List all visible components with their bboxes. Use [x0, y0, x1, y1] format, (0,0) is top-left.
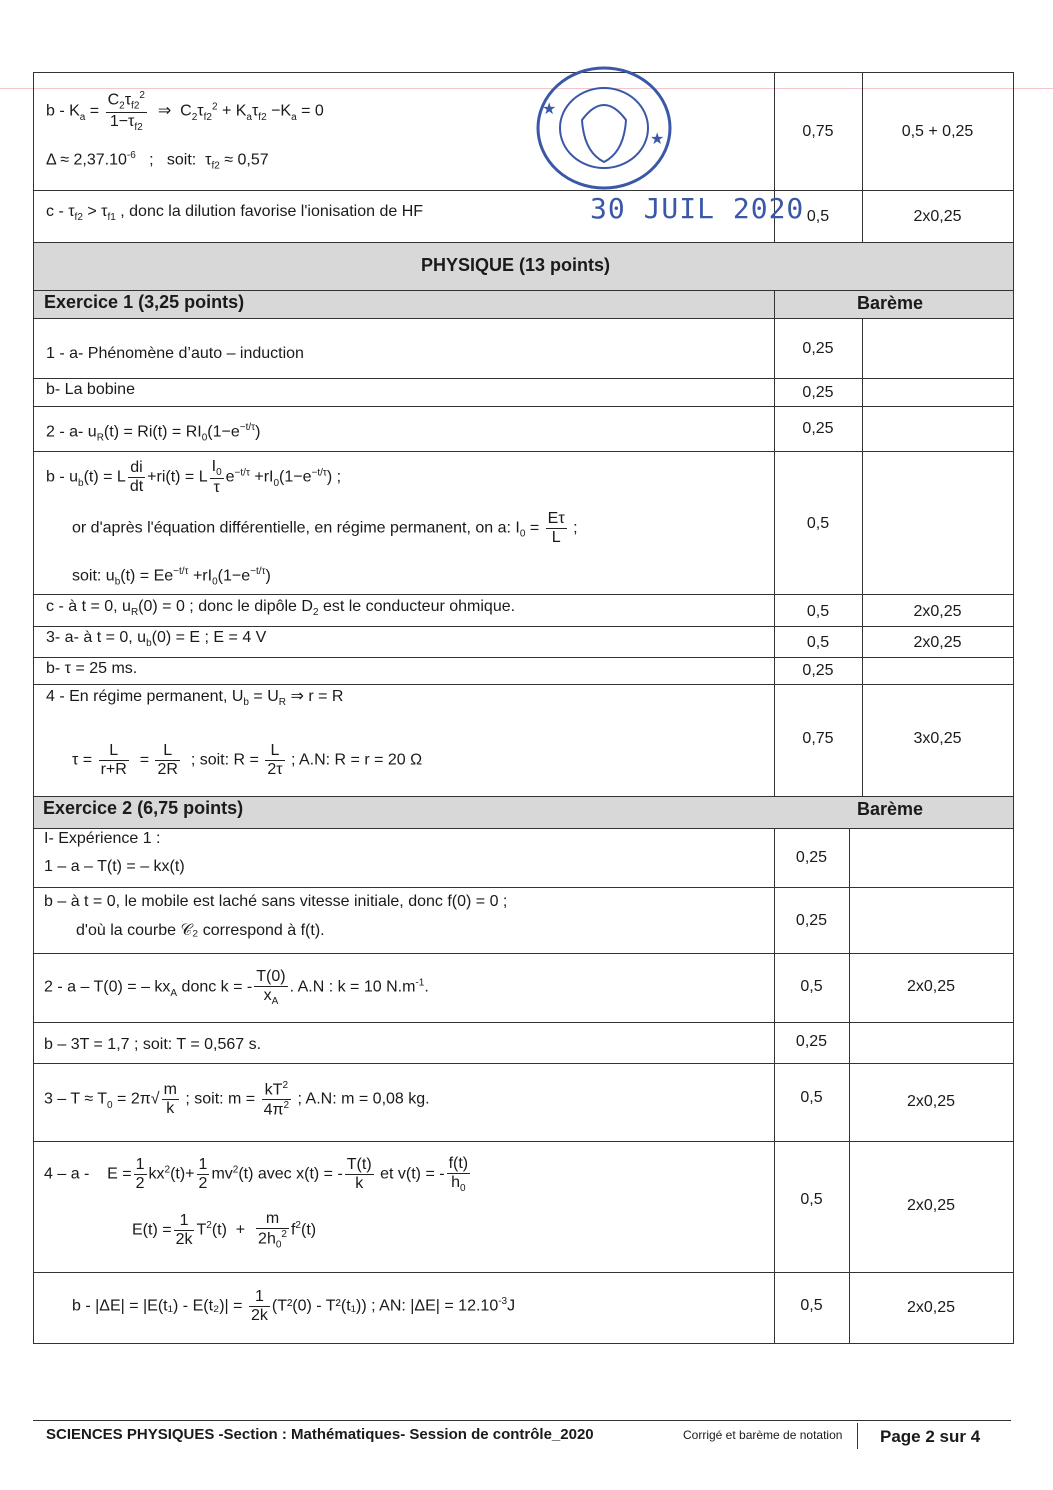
row-c-sentence: , donc la dilution favorise l'ionisation de HF	[120, 203, 424, 220]
ex2-title: Exercice 2 (6,75 points)	[43, 798, 244, 818]
ex2-row2-line1: b – à t = 0, le mobile est laché sans vitesse initiale, donc f(0) = 0 ;	[44, 893, 508, 910]
ex1-row5-points: 0,5	[806, 603, 830, 620]
ex2-row7-text: b - |ΔE| = |E(t₁) - E(t₂)| = $\frac{1}{2k}$ (T²(0) - T²(t₁)) ; AN: $|\Delta E| = 12.10^{-3}J$	[72, 1288, 516, 1324]
delta-exponent: -6	[126, 150, 136, 161]
official-stamp-icon	[532, 60, 682, 200]
ex2-row5-prefix: 3 – T ≈ T	[44, 1090, 108, 1108]
footer-left: SCIENCES PHYSIQUES -Section : Mathématiques- Session de contrôle_2020	[46, 1426, 594, 1443]
ex1-row6-suffix: (0) = E ; E = 4 V	[151, 629, 267, 646]
ex1-row4-points: 0,5	[806, 515, 830, 532]
ex2-row0-text: I- Expérience 1 :	[44, 830, 161, 847]
ex1-row3-prefix: 2 - a- u	[46, 423, 97, 441]
ex2-row5-text: $3 - T \approx T_0 = 2\pi√$ $\frac{m}{k}$ ; soit: m = $\frac{kT^2}{4\pi^2}$ ; A.N: m = 0,08 kg.	[44, 1080, 430, 1119]
ex2-row5-an: ; A.N: m = 0,08 kg.	[297, 1090, 430, 1108]
page-footer	[33, 1420, 1011, 1457]
ex2-row3-text: 2 - a – T(0) = – $kx_A$ donc k = - $\frac{T(0)}{x_A}$ . A.N : k = 10 $N.m^{-1}$.	[44, 968, 429, 1007]
tau-value: ≈ 0,57	[224, 151, 269, 169]
ex2-row1-points: 0,25	[795, 849, 828, 866]
ex2-row6-prefix: 4 – a -	[44, 1165, 90, 1183]
ex2-row1-text: 1 – a – T(t) = – kx(t)	[44, 858, 185, 875]
ex2-row7-points: 0,5	[800, 1297, 823, 1314]
ex1-row4-prefix: b - u	[46, 468, 79, 486]
ex2-row6-avec: avec x(t) = -	[257, 1165, 343, 1183]
row-b-formula: b - $K_a$ = $\frac{C_2\tau_{f2}^2}{1-\tau_{f2}}$ ⇒ $C_2\tau_{f2}^2 + K_a\tau_{f2} -K_a = 0$	[46, 90, 324, 133]
ex1-row8-an: ; A.N: R = r = 20 Ω	[290, 751, 423, 769]
ex2-row3-an: . A.N : k = 10 N.m	[289, 978, 416, 996]
ex2-row6-bareme: 2x0,25	[906, 1197, 956, 1214]
delta-value: Δ ≈ 2,37.10	[46, 151, 127, 169]
soit-label: soit:	[166, 151, 197, 169]
ex1-row7-text: b- τ = 25 ms.	[46, 660, 138, 677]
ex1-row4-soit: soit: u	[72, 567, 115, 585]
ex2-row6-line1: 4 – a - E = $\frac{1}{2}$ $kx^2(t)+$ $\frac{1}{2}$ $mv^2(t)$ avec x(t) = - $\frac{T(t)}{k}$ et v(t) = - $\frac{f(t)}{h_0}$	[44, 1155, 469, 1194]
ex2-row7-bareme: 2x0,25	[906, 1299, 956, 1316]
ex1-title: Exercice 1 (3,25 points)	[44, 292, 245, 312]
ex1-row4-line1: $b - u_b(t) = L$ $\frac{di}{dt}$ +ri(t) = L $\frac{I_0}{\tau}$ $e^{-t/\tau} +rI_0(1-e^{-t/\tau})$ ;	[46, 458, 342, 497]
ex2-bareme-header: Barème	[857, 799, 924, 819]
row-b-result: $\Delta \approx 2,37.10^{-6}$ ; soit: $\tau_{f2} \approx 0,57$	[46, 150, 269, 172]
ex2-row5-bareme: 2x0,25	[906, 1093, 956, 1110]
ex1-row2-text: b- La bobine	[46, 381, 135, 398]
svg-text:★: ★	[650, 131, 665, 148]
row-c-text: $c - \tau_{f2} > \tau_{f1}$ , donc la dilution favorise l'ionisation de HF	[46, 203, 424, 224]
row-c-prefix: c -	[46, 203, 64, 220]
ex2-row6-points: 0,5	[800, 1191, 823, 1208]
ex1-row4-line2: or d'après l'équation différentielle, en régime permanent, on a: $I_0$ = $\frac{E\tau}{L}$ ;	[72, 510, 578, 546]
ex1-row5-bareme: 2x0,25	[913, 603, 962, 620]
ex1-row3-text: 2 - a- $u_R(t) = Ri(t) = RI_0(1-e^{-t/\tau})$	[46, 422, 261, 444]
footer-middle: Corrigé et barème de notation	[683, 1428, 843, 1442]
ka-fraction: $\frac{C_2\tau_{f2}^2}{1-\tau_{f2}}$	[107, 90, 145, 133]
stamp-date: 30 JUIL 2020	[590, 192, 805, 225]
ex1-row1-text: 1 - a- Phénomène d’auto – induction	[46, 345, 304, 362]
ex1-row3-points: 0,25	[802, 420, 834, 437]
ex1-row8-points: 0,75	[802, 730, 834, 747]
ex1-row8-bareme: 3x0,25	[913, 730, 962, 747]
physique-title: PHYSIQUE (13 points)	[421, 255, 611, 275]
ex2-row4-text: b – 3T = 1,7 ; soit: T = 0,567 s.	[44, 1036, 262, 1053]
ex1-row6-text: 3- a- à t = 0, $u_b(0) = E$ ; E = 4 V	[46, 629, 267, 650]
ex1-row1-points: 0,25	[802, 340, 834, 357]
ex1-row7-points: 0,25	[802, 662, 834, 679]
ex2-row5-points: 0,5	[800, 1089, 823, 1106]
ex1-row5-end: est le conducteur ohmique.	[318, 598, 516, 615]
ex1-row4-line3: soit: $u_b(t) = Ee^{-t/\tau} +rI_0(1-e^{-t/\tau})$	[72, 566, 271, 588]
row-b-bareme: 0,5 + 0,25	[901, 123, 974, 140]
row-c-bareme: 2x0,25	[913, 208, 962, 225]
ex1-row6-points: 0,5	[806, 634, 830, 651]
ex2-row6-et: et v(t) = -	[380, 1165, 445, 1183]
ex2-row5-mid: = 2π	[112, 1090, 151, 1108]
ex1-row8-line2: τ = $\frac{L}{r+R}$ = $\frac{L}{2R}$ ; soit: R = $\frac{L}{2\tau}$ ; A.N: R = r = 20 Ω	[72, 742, 423, 778]
ex2-row3-prefix: 2 - a – T(0) = – kx	[44, 978, 171, 996]
svg-text:★: ★	[542, 101, 557, 118]
ex1-row5-mid: (0) = 0 ; donc le dipôle D	[138, 598, 313, 615]
ex1-row8-rr: ⇒ r = R	[286, 688, 344, 705]
ex2-row3-points: 0,5	[800, 978, 823, 995]
ex2-row7-prefix: b - |ΔE| = |E(t₁) - E(t₂)| =	[72, 1297, 243, 1315]
ex2-row6-line2: E(t) = $\frac{1}{2k}$ $T^2(t)$ + $\frac{m}{2h_0^2}$ $f^2(t)$	[132, 1210, 317, 1251]
ex1-row8-ur: = U	[248, 688, 279, 705]
ex1-row5-text: c - à t = 0, $u_R(0) = 0$ ; donc le dipôle $D_2$ est le conducteur ohmique.	[46, 598, 516, 619]
ex2-row4-points: 0,25	[795, 1033, 828, 1050]
ex2-row7-tail: (T²(0) - T²(t₁)) ; AN: |ΔE| = 12.10	[271, 1297, 499, 1315]
ex1-row4-regime: or d'après l'équation différentielle, en régime permanent, on a: I	[72, 519, 520, 537]
ex1-row6-prefix: 3- a- à t = 0, u	[46, 629, 147, 646]
top-pink-line	[0, 88, 1053, 89]
ex2-row2-line2: d'où la courbe 𝒞₂ correspond à f(t).	[76, 922, 325, 939]
ex2-row3-bareme: 2x0,25	[906, 978, 956, 995]
ex1-row2-points: 0,25	[802, 384, 834, 401]
row-b-label: b - K	[46, 102, 80, 120]
ex2-row6-e: E =	[107, 1165, 132, 1183]
ex1-row8-soit: ; soit: R =	[190, 751, 259, 769]
ex1-row5-prefix: c - à t = 0, u	[46, 598, 131, 615]
ex2-row3-mid: donc k = -	[177, 978, 253, 996]
ex2-row6-et-label: E(t) =	[132, 1221, 172, 1239]
footer-page-number: Page 2 sur 4	[880, 1427, 981, 1446]
ex1-row8-prefix: 4 - En régime permanent, U	[46, 688, 244, 705]
row-c-points: 0,5	[806, 208, 830, 225]
ex1-bareme-header: Barème	[857, 293, 924, 313]
ex2-row5-soit: ; soit: m =	[185, 1090, 256, 1108]
row-b-points: 0,75	[802, 123, 834, 140]
ex2-row2-points: 0,25	[795, 912, 828, 929]
ex1-row8-line1: 4 - En régime permanent, $U_b = U_R$ ⇒ r = R	[46, 688, 344, 709]
ex1-row6-bareme: 2x0,25	[913, 634, 962, 651]
